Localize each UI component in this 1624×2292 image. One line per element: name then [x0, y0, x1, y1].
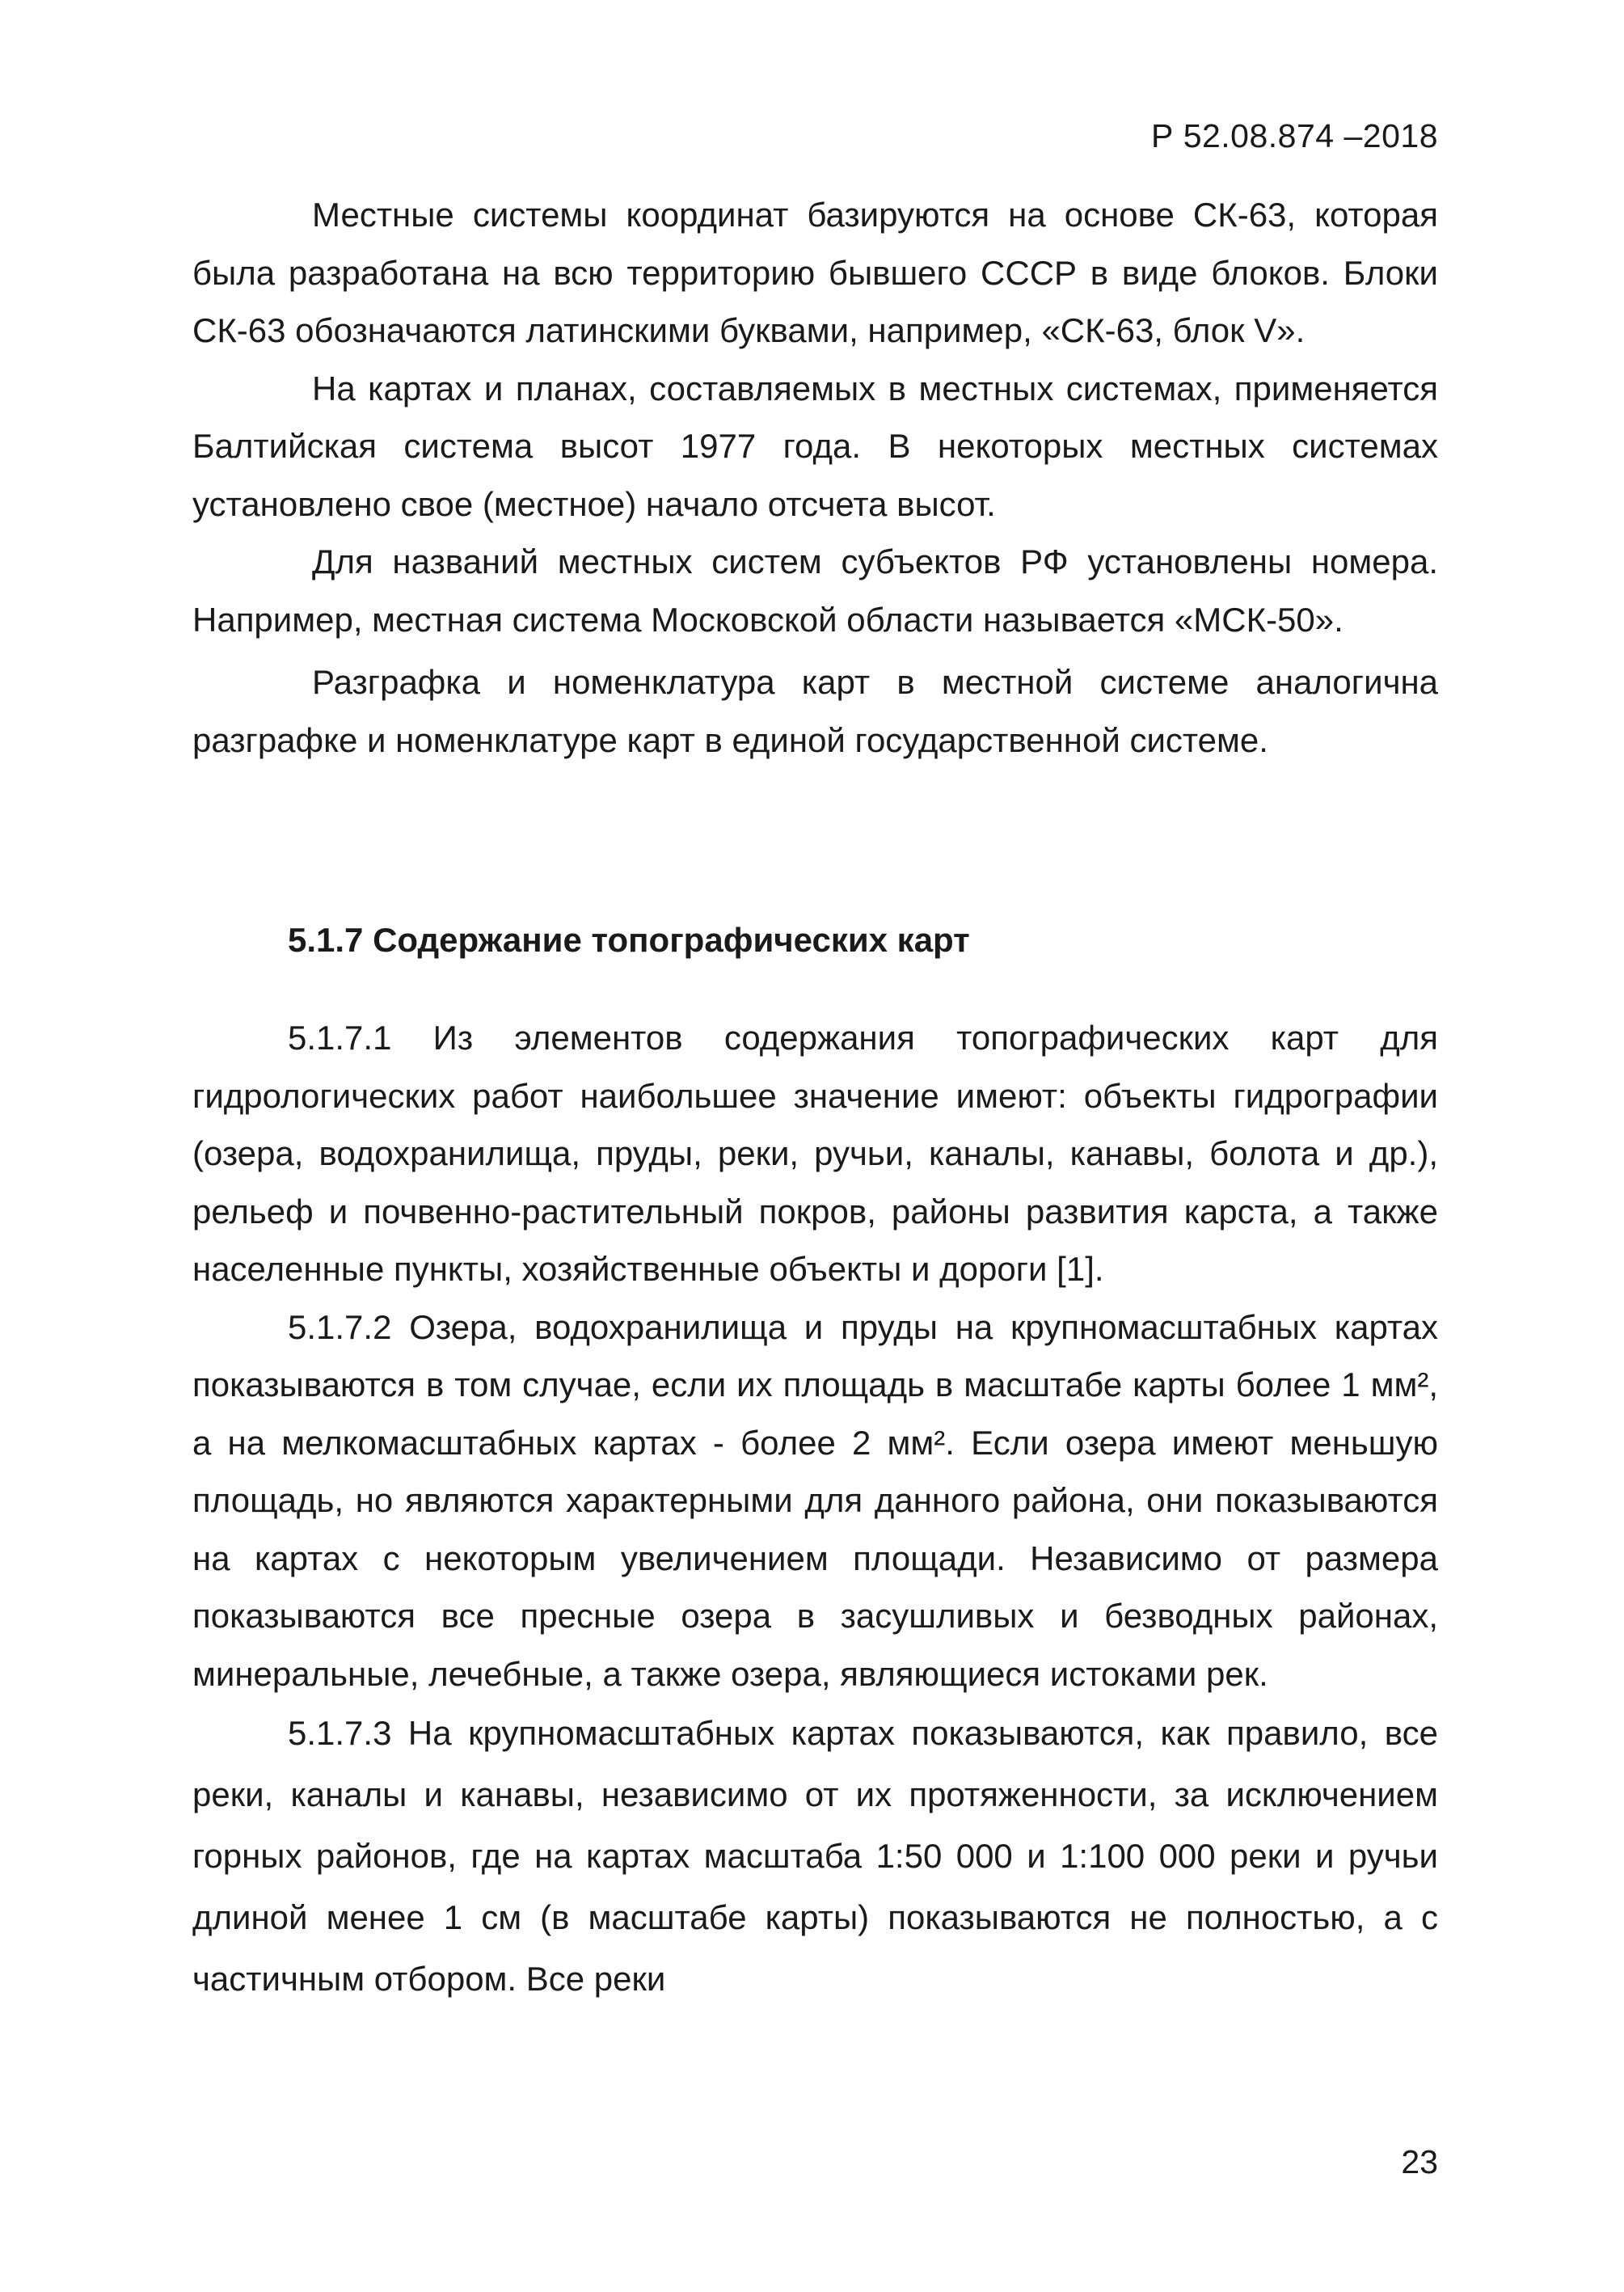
body-text-top — [192, 186, 1438, 769]
paragraph-5-1-7-3: 5.1.7.3 На крупномасштабных картах показываются, как правило, все реки, каналы и канавы, независимо от их протяженности, за исключением горных районов, где на картах масштаба 1:50 000 и 1:100 000 реки и ручьи длиной менее 1 см (в масштабе карты) показываются не полностью, а с частичным отбором. Все реки — [192, 1714, 1438, 1998]
body-text-bottom — [192, 1009, 1438, 2010]
paragraph-local-coordinate-systems: Местные системы координат базируются на основе СК-63, которая была разработана на всю территорию бывшего СССР в виде блоков. Блоки СК-63 обозначаются латинскими буквами, например, «СК-63, блок V». — [192, 196, 1438, 349]
paragraph-baltic-height-system: На картах и планах, составляемых в местных системах, применяется Балтийская система высот 1977 года. В некоторых местных системах установлено свое (местное) начало отсчета высот. — [192, 369, 1438, 523]
page-number: 23 — [1401, 2143, 1438, 2180]
section-heading: 5.1.7 Содержание топографических карт — [288, 921, 970, 959]
paragraph-5-1-7-1: 5.1.7.1 Из элементов содержания топографических карт для гидрологических работ наибольшее значение имеют: объекты гидрографии (озера, водохранилища, пруды, реки, ручьи, каналы, канавы, болота и др.), рельеф и почвенно-растительный покров, районы развития карста, а также населенные пункты, хозяйственные объекты и дороги [1]. — [192, 1019, 1438, 1288]
document-code: Р 52.08.874 –2018 — [1150, 117, 1438, 154]
paragraph-system-names: Для названий местных систем субъектов РФ установлены номера. Например, местная система Московской области называется «МСК-50». — [192, 542, 1438, 639]
paragraph-map-sheet-layout: Разграфка и номенклатура карт в местной системе аналогична разграфке и номенклатуре карт в единой государственной системе. — [192, 663, 1438, 759]
paragraph-5-1-7-2: 5.1.7.2 Озера, водохранилища и пруды на крупномасштабных картах показываются в том случае, если их площадь в масштабе карты более 1 мм², а на мелкомасштабных картах - более 2 мм². Если озера имеют меньшую площадь, но являются характерными для данного района, они показываются на картах с некоторым увеличением площади. Независимо от размера показываются все пресные озера в засушливых и безводных районах, минеральные, лечебные, а также озера, являющиеся истоками рек. — [192, 1307, 1438, 1693]
